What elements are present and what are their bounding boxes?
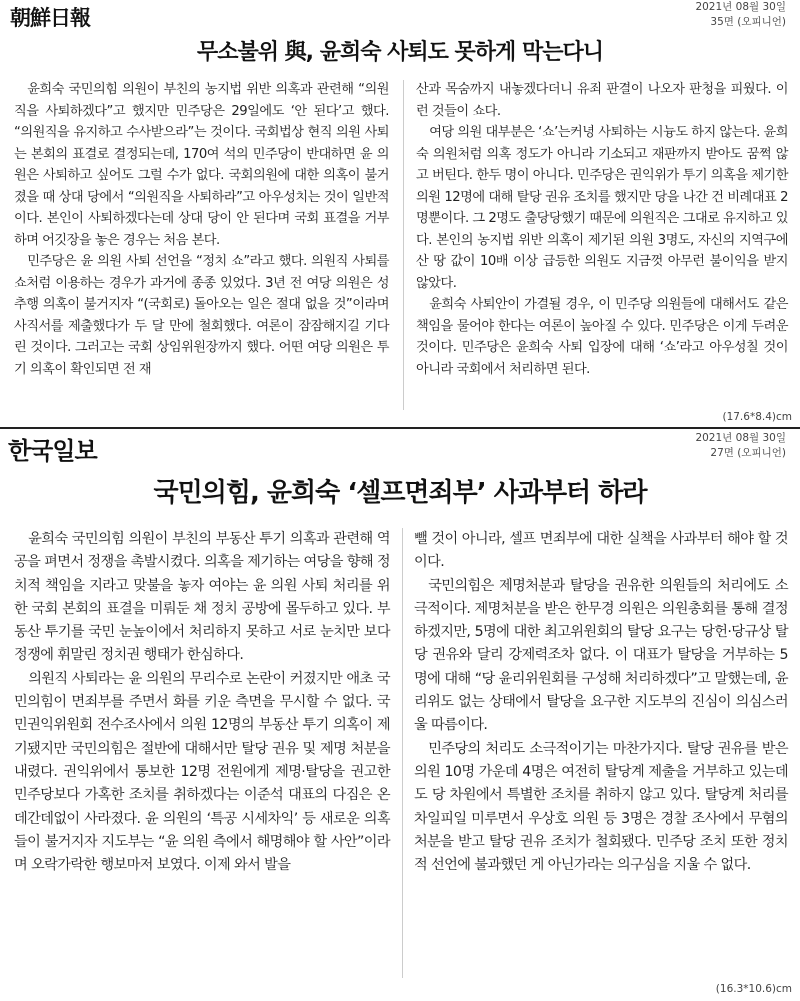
article1-meta — [695, 0, 786, 30]
masthead-chosun: 朝鮮日報 — [10, 5, 90, 30]
article2-left-column — [14, 528, 390, 877]
article1-size: (17.6*8.4)cm — [722, 411, 792, 423]
article1-paragraph: 여당 의원 대부분은 ‘쇼’는커녕 사퇴하는 시늉도 하지 않는다. 윤희숙 의원처럼 의혹 정도가 아니라 기소되고 재판까지 받아도 꿈쩍 않고 버틴다. 한두 명이 아니다. 민주당은 권익위가 투기 의혹을 제기한 의원 12명에 대해 탈당 권유 조치를 했지만 당을 나간 건 비례대표 2명뿐이다. 그 2명도 출당당했기 때문에 의원직은 그대로 유지하고 있다. 본인의 농지법 위반 의혹이 제기된 의원 3명도, 자신의 지역구에 산 땅 값이 10배 이상 급등한 의원도 지금껏 아무런 불이익을 받지 않았다. — [416, 125, 789, 291]
article1-paragraph: 산과 목숨까지 내놓겠다더니 유죄 판결이 나오자 판청을 피웠다. 이런 것들이 쇼다. — [416, 82, 788, 119]
article1-right-column — [416, 79, 788, 380]
article2-paragraph: 민주당의 처리도 소극적이기는 마찬가지다. 탈당 권유를 받은 의원 10명 가운데 4명은 여전히 탈당계 제출을 거부하고 있는데도 당 차원에서 특별한 조치를 취하지 않고 있다. 탈당계 처리를 차일피일 미루면서 우상호 의원 등 3명은 경찰 조사에서 무혐의 처분을 받고 탈당 권유 조치가 철회됐다. 민주당 조치 또한 정치적 선언에 불과했던 게 아닌가라는 의구심을 지울 수 없다. — [414, 740, 788, 874]
article-divider — [0, 427, 800, 429]
article1-page: 35면 (오피니언) — [710, 16, 786, 28]
masthead-hankook: 한국일보 — [8, 437, 97, 465]
article2-right-column — [414, 528, 788, 877]
article1-left-column — [14, 79, 389, 380]
article2-meta — [695, 431, 786, 461]
article1-column-divider — [403, 80, 404, 410]
article1-paragraph: 윤희숙 사퇴안이 가결될 경우, 이 민주당 의원들에 대해서도 같은 책임을 물어야 한다는 여론이 높아질 수 있다. 민주당은 이게 두려운 것이다. 민주당은 윤희숙 사퇴 입장에 대해 ‘쇼’라고 아우성칠 것이 아니라 국회에서 처리하면 된다. — [416, 297, 788, 377]
article2-date: 2021년 08월 30일 — [695, 432, 786, 444]
article1-title: 무소불위 與, 윤희숙 사퇴도 못하게 막는다니 — [197, 40, 603, 65]
article2-paragraph: 국민의힘은 제명처분과 탈당을 권유한 의원들의 처리에도 소극적이다. 제명처분을 받은 한무경 의원은 의원총회를 통해 결정하겠지만, 5명에 대한 최고위원회의 탈당 요구는 당헌·당규상 탈당 권유와 달리 강제력조차 없다. 이 대표가 탈당을 거부하는 5명에 대해 “당 윤리위원회를 구성해 처리하겠다”고 말했는데, 윤리위도 없는 상태에서 탈당을 요구한 지도부의 진심이 의심스러울 따름이다. — [414, 577, 788, 734]
article2-size: (16.3*10.6)cm — [715, 983, 792, 995]
article2-title: 국민의힘, 윤희숙 ‘셀프면죄부’ 사과부터 하라 — [153, 478, 647, 508]
article1-paragraph: 민주당은 윤 의원 사퇴 선언을 “정치 쇼”라고 했다. 의원직 사퇴를 쇼처럼 이용하는 경우가 과거에 종종 있었다. 3년 전 여당 의원은 성추행 의혹이 불거지자 “(국회로) 돌아오는 일은 절대 없을 것”이라며 사직서를 제출했다가 두 달 만에 철회했다. 여론이 잠잠해지길 기다린 것이다. 그러고는 국회 상임위원장까지 했다. 어떤 여당 의원은 투기 의혹이 확인되면 전 재 — [14, 254, 389, 377]
article2-page: 27면 (오피니언) — [710, 447, 786, 459]
article2-paragraph: 윤희숙 국민의힘 의원이 부친의 부동산 투기 의혹과 관련해 역공을 펴면서 정쟁을 촉발시켰다. 의혹을 제기하는 여당을 향해 정치적 책임을 지라고 맞불을 놓자 여야는 윤 의원 사퇴 처리를 위한 국회 본회의 표결을 미뤄둔 채 정치 공방에 몰두하고 있다. 부동산 투기를 국민 눈높이에서 처리하지 못하고 서로 눈치만 보다 정쟁에 휘말린 정치권 행태가 한심하다. — [14, 531, 390, 664]
article2-paragraph: 뺄 것이 아니라, 셀프 면죄부에 대한 실책을 사과부터 해야 할 것이다. — [414, 531, 788, 571]
article2-paragraph: 의원직 사퇴라는 윤 의원의 무리수로 논란이 커졌지만 애초 국민의힘이 면죄부를 주면서 화를 키운 측면을 무시할 수 없다. 국민권익위원회 전수조사에서 의원 12명의 부동산 투기 의혹이 제기됐지만 국민의힘은 절반에 대해서만 탈당 권유 및 제명 처분을 내렸다. 권익위에서 통보한 12명 전원에게 제명·탈당을 권고한 민주당보다 가혹한 조치를 취하겠다는 이준석 대표의 다짐은 온데간데없이 사라졌다. 윤 의원의 ‘특공 시세차익’ 등 새로운 의혹들이 불거지자 지도부는 “윤 의원 측에서 해명해야 할 사안”이라며 오락가락한 행보마저 보였다. 이제 와서 발을 — [14, 670, 390, 874]
article2-column-divider — [402, 528, 403, 978]
article1-paragraph: 윤희숙 국민의힘 의원이 부친의 농지법 위반 의혹과 관련해 “의원직을 사퇴하겠다”고 했지만 민주당은 29일에도 ‘안 된다’고 했다. “의원직을 유지하고 수사받으라”는 것이다. 국회법상 현직 의원 사퇴는 본회의 표결로 결정되는데, 170여 석의 민주당이 반대하면 윤 의원은 사퇴하고 싶어도 그럴 수가 없다. 국회의원에 대한 의혹이 불거졌을 때 상대 당에서 “의원직을 사퇴하라”고 아우성치는 것이 일반적이다. 본인이 사퇴하겠다는데 상대 당이 안 된다며 국회 표결을 거부하며 어깃장을 놓은 경우는 처음 본다. — [14, 82, 389, 248]
article1-date: 2021년 08월 30일 — [695, 1, 786, 13]
